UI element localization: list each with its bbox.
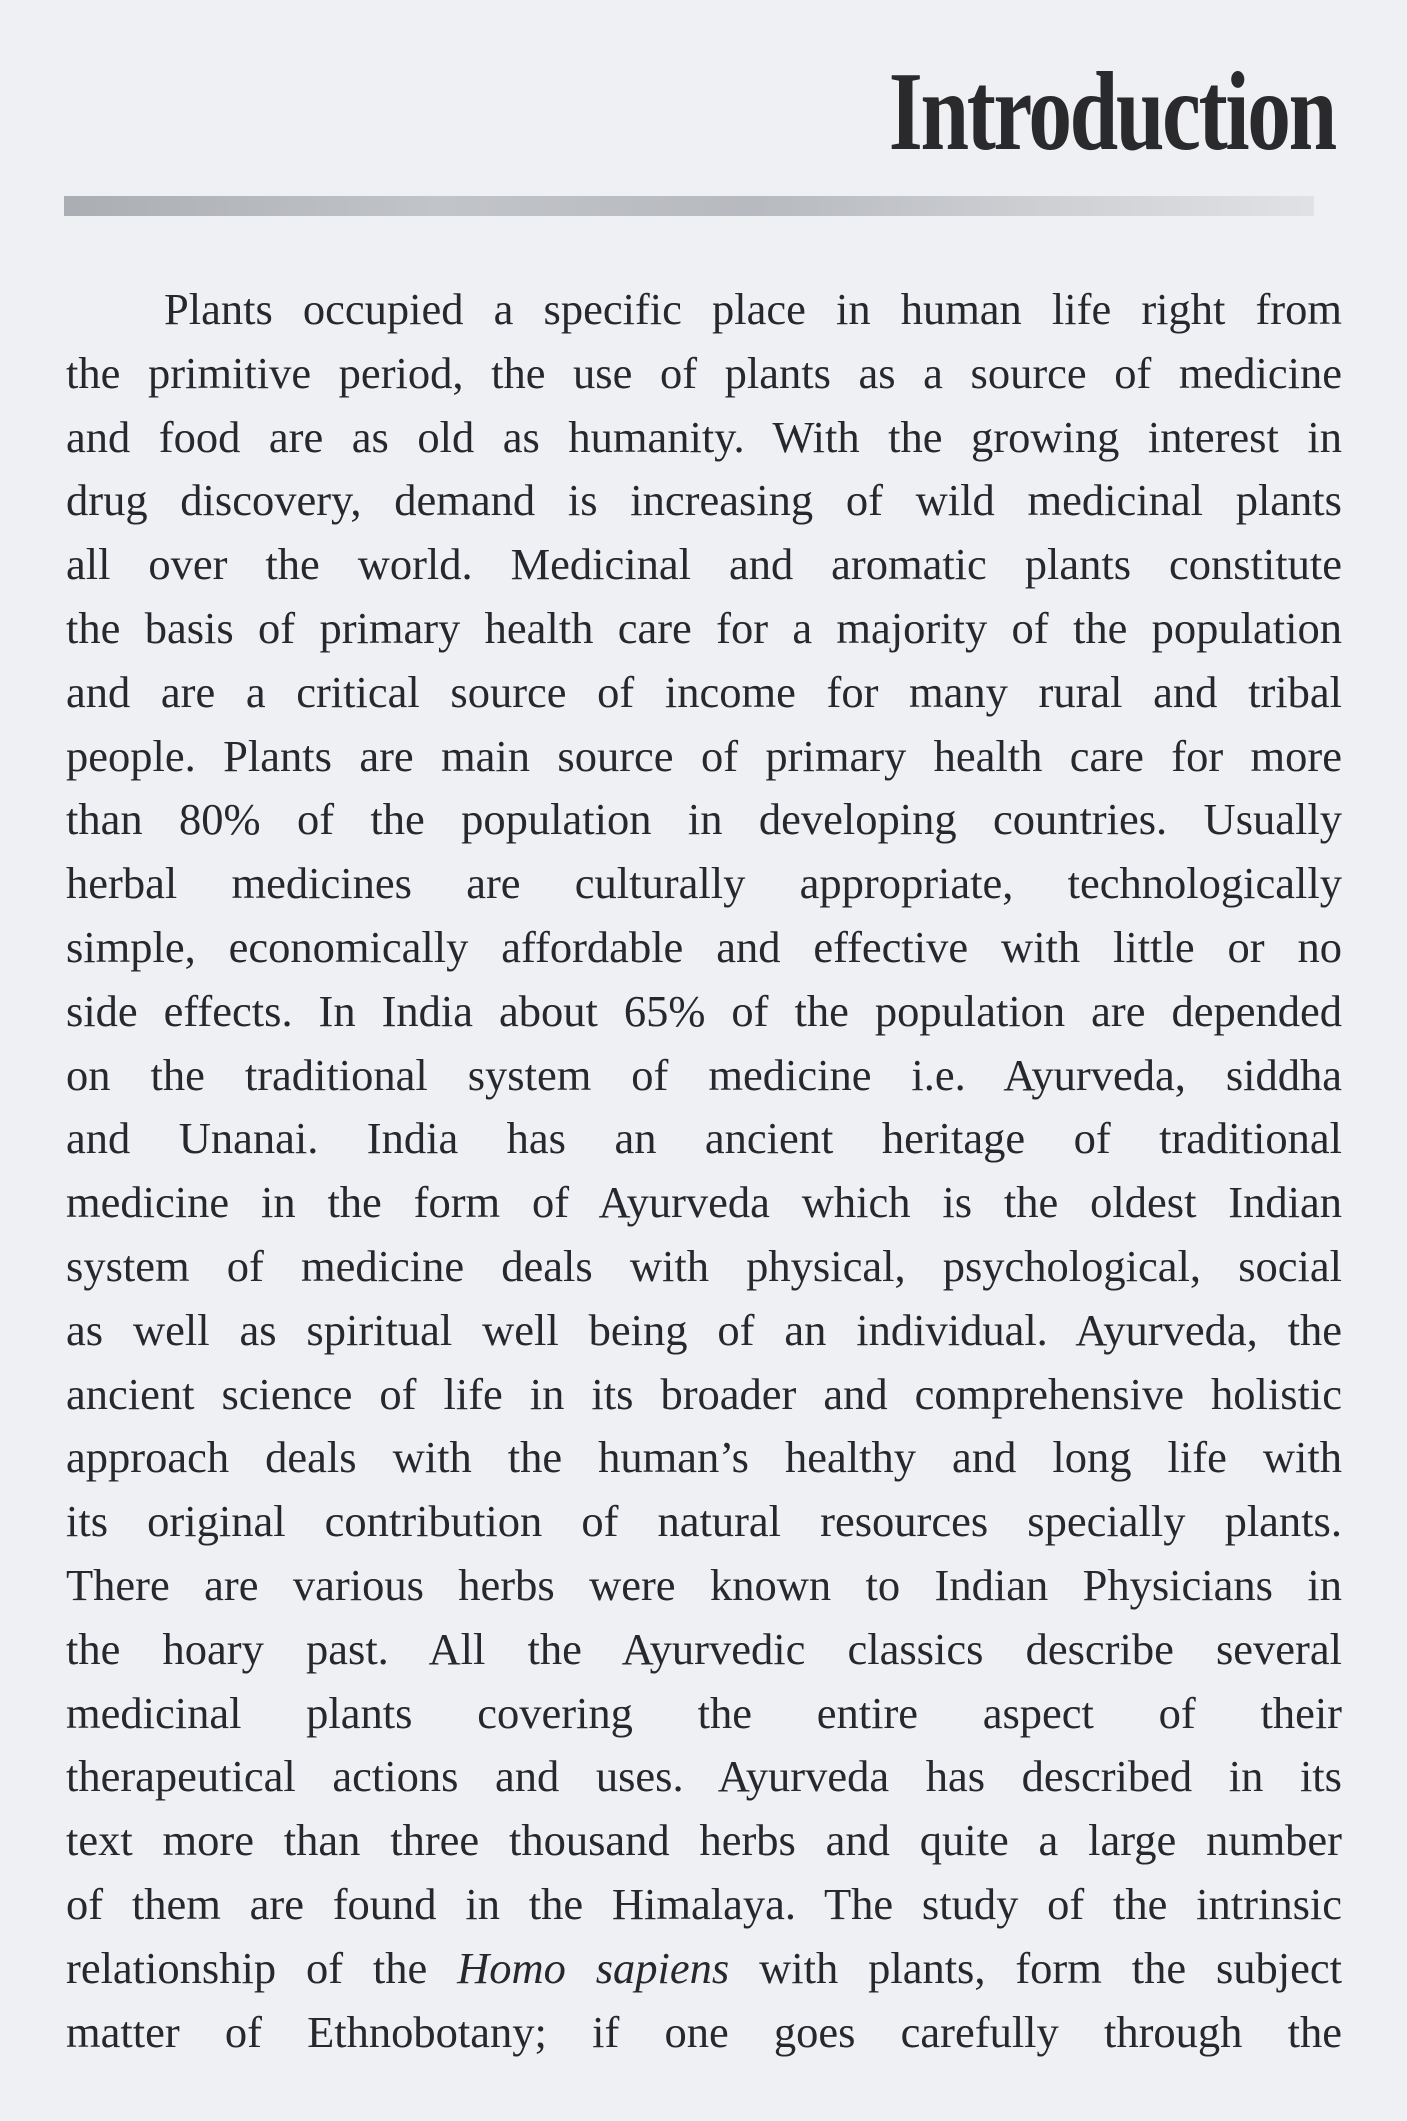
heading-rule	[64, 196, 1314, 216]
text-line: text more than three thousand herbs and quite a large number	[66, 1815, 1342, 1866]
text-segment: relationship of the	[66, 1942, 458, 1993]
text-line: as well as spiritual well being of an individual. Ayurveda, the	[66, 1304, 1342, 1355]
text-line: There are various herbs were known to Indian Physicians in	[66, 1559, 1342, 1610]
text-line: all over the world. Medicinal and aromatic plants constitute	[66, 539, 1342, 590]
text-line: of them are found in the Himalaya. The study of the intrinsic	[66, 1878, 1342, 1929]
text-line: on the traditional system of medicine i.e. Ayurveda, siddha	[66, 1049, 1342, 1100]
text-line: matter of Ethnobotany; if one goes carefully through the	[66, 2006, 1342, 2057]
text-line: the basis of primary health care for a majority of the population	[66, 602, 1342, 653]
text-line: people. Plants are main source of primary health care for more	[66, 730, 1342, 781]
text-line-with-italic	[66, 1937, 1342, 2001]
text-line: side effects. In India about 65% of the population are depended	[66, 985, 1342, 1036]
text-line: herbal medicines are culturally appropriate, technologically	[66, 858, 1342, 909]
text-segment: with plants, form the subject	[729, 1942, 1342, 1993]
text-line: the hoary past. All the Ayurvedic classics describe several	[66, 1623, 1342, 1674]
text-line: and food are as old as humanity. With the growing interest in	[66, 411, 1342, 462]
species-name: Homo sapiens	[457, 1942, 730, 1993]
text-line: medicinal plants covering the entire aspect of their	[66, 1687, 1342, 1738]
text-line: drug discovery, demand is increasing of wild medicinal plants	[66, 475, 1342, 526]
body-text	[66, 278, 1342, 2064]
text-line: medicine in the form of Ayurveda which is the oldest Indian	[66, 1177, 1342, 1228]
text-line: than 80% of the population in developing countries. Usually	[66, 794, 1342, 845]
text-line: system of medicine deals with physical, psychological, social	[66, 1240, 1342, 1291]
text-line: the primitive period, the use of plants as a source of medicine	[66, 347, 1342, 398]
chapter-heading: Introduction	[888, 50, 1335, 174]
text-line: its original contribution of natural resources specially plants.	[66, 1496, 1342, 1547]
text-line: ancient science of life in its broader and comprehensive holistic	[66, 1368, 1342, 1419]
text-line: simple, economically affordable and effective with little or no	[66, 921, 1342, 972]
text-line: Plants occupied a specific place in human life right from	[164, 284, 1342, 334]
text-line: therapeutical actions and uses. Ayurveda has described in its	[66, 1751, 1342, 1802]
text-line: and are a critical source of income for many rural and tribal	[66, 666, 1342, 717]
text-line: approach deals with the human’s healthy and long life with	[66, 1432, 1342, 1483]
text-line: and Unanai. India has an ancient heritage of traditional	[66, 1113, 1342, 1164]
